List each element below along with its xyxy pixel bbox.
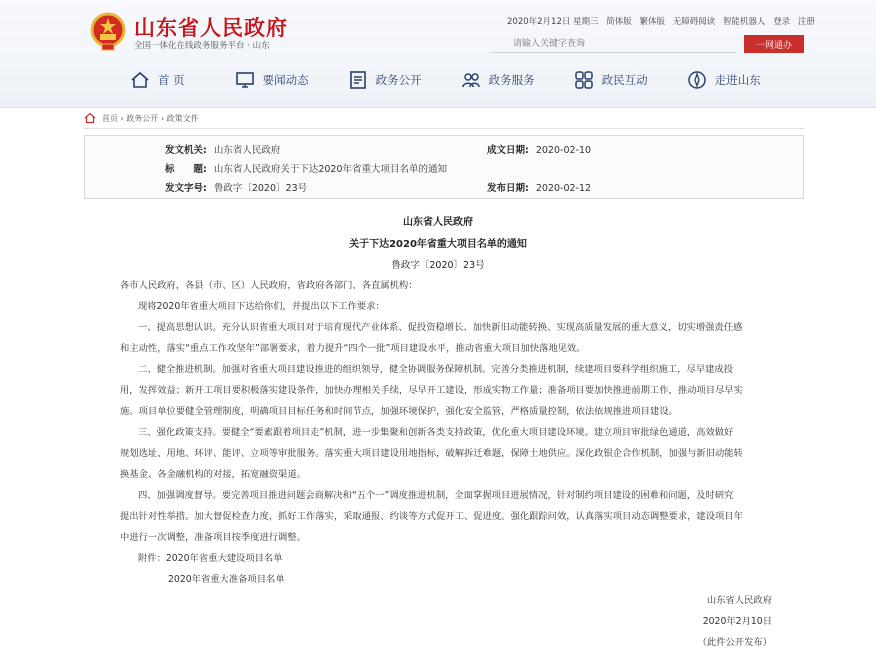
top-links (507, 15, 820, 27)
nav-item-home[interactable] (130, 70, 185, 90)
link-traditional[interactable]: 繁体版 (639, 17, 665, 27)
search-button[interactable]: 一网通办 (744, 35, 804, 53)
nav-label: 政民互动 (601, 73, 648, 87)
doc-number: 鲁政字〔2020〕23号 (391, 260, 485, 271)
nav-label: 首 页 (158, 73, 185, 87)
national-emblem-icon (90, 12, 126, 52)
meta-label: 标 题: (165, 164, 207, 175)
doc-paragraph: 一、提高思想认识。充分认识省重大项目对于培育现代产业体系、促投资稳增长、加快新旧动能转换、实现高质量发展的重大意义，切实增强责任感 (138, 322, 743, 333)
meta-docno (165, 180, 307, 194)
nav-label: 政务公开 (375, 73, 422, 87)
sign-date: 2020年2月10日 (702, 616, 772, 627)
nav-item-gov-service[interactable] (461, 70, 535, 90)
site-header (0, 0, 876, 108)
link-register[interactable]: 注册 (797, 17, 815, 27)
nav-item-news[interactable] (235, 70, 309, 90)
link-simplified[interactable]: 简体版 (606, 17, 632, 27)
doc-paragraph: 四、加强调度督导。要完善项目推进问题会商解决和“五个一”调度推进机制，全面掌握项目进展情况，针对制约项目建设的困难和问题，及时研究 (138, 490, 734, 501)
meta-title (165, 161, 447, 175)
document-list-icon (348, 70, 368, 90)
meta-label: 发文机关: (165, 145, 207, 156)
meta-value: 山东省人民政府 (213, 145, 281, 156)
meta-value: 山东省人民政府关于下达2020年省重大项目名单的通知 (213, 164, 448, 175)
link-accessibility[interactable]: 无障碍阅读 (672, 17, 716, 27)
nav-item-interaction[interactable] (574, 70, 648, 90)
nav-label: 要闻动态 (262, 73, 309, 87)
doc-paragraph: 施。项目单位要健全管理制度，明确项目目标任务和时间节点，加强环境保护，强化安全监管，严格质量控制，依法依规推进项目建设。 (120, 406, 678, 417)
attachment-2[interactable]: 2020年省重大准备项目名单 (168, 574, 285, 585)
doc-paragraph: 换基金、各金融机构的对接，拓宽融资渠道。 (120, 469, 306, 480)
meta-date-created (487, 142, 591, 156)
meta-label: 发布日期: (487, 183, 529, 194)
breadcrumb (84, 112, 199, 124)
meta-label: 成文日期: (487, 145, 529, 156)
meta-date-published (487, 180, 591, 194)
doc-org: 山东省人民政府 (403, 217, 473, 228)
meta-issuer (165, 142, 280, 156)
meta-value: 2020-02-10 (535, 145, 592, 156)
document-meta (84, 135, 804, 199)
sign-org: 山东省人民政府 (706, 595, 772, 606)
doc-paragraph: 规划选址、用地、环评、能评、立项等审批服务。落实重大项目建设用地指标，破解拆迁难题，保障土地供应。深化政银企合作机制，加强与新旧动能转 (120, 448, 743, 459)
home-icon (130, 70, 150, 90)
doc-paragraph: 中进行一次调整，准备项目按季度进行调整。 (120, 532, 306, 543)
meta-value: 2020-02-12 (535, 183, 592, 194)
doc-paragraph: 三、强化政策支持。要健全“要素跟着项目走”机制，进一步集聚和创新各类支持政策，优化重大项目建设环境。建立项目审批绿色通道，高效做好 (138, 427, 734, 438)
doc-paragraph: 和主动性，落实“重点工作攻坚年”部署要求，着力提升“四个一批”项目建设水平，推动省重大项目加快落地见效。 (120, 343, 586, 354)
grid-icon (574, 70, 594, 90)
nav-label: 走进山东 (714, 73, 761, 87)
sign-note: （此件公开发布） (697, 637, 772, 648)
main-nav (130, 66, 800, 94)
current-date: 2020年2月12日 星期三 (507, 17, 599, 27)
doc-title: 关于下达2020年省重大项目名单的通知 (349, 239, 527, 250)
meta-value: 鲁政字〔2020〕23号 (213, 183, 308, 194)
link-login[interactable]: 登录 (773, 17, 791, 27)
doc-paragraph: 提出针对性举措。加大督促检查力度，抓好工作落实，采取通报、约谈等方式促开工、促进度。强化跟踪问效，认真落实项目动态调整要求，建设项目年 (120, 511, 743, 522)
doc-paragraph: 二、健全推进机制。加强对省重大项目建设推进的组织领导，健全协调服务保障机制。完善分类推进机制，续建项目要科学组织施工，尽早建成投 (138, 364, 734, 375)
nav-label: 政务服务 (488, 73, 535, 87)
compass-icon (687, 70, 707, 90)
home-icon (84, 112, 96, 124)
meta-label: 发文字号: (165, 183, 207, 194)
site-subtitle: 全国一体化在线政务服务平台 · 山东 (134, 41, 270, 51)
link-robot[interactable]: 智能机器人 (722, 17, 766, 27)
people-icon (461, 70, 481, 90)
doc-paragraph: 各市人民政府，各县（市、区）人民政府，省政府各部门、各直属机构： (120, 280, 418, 291)
attachment-1[interactable]: 附件：2020年省重大建设项目名单 (138, 553, 283, 564)
divider (84, 128, 804, 129)
search-input[interactable] (491, 35, 736, 53)
nav-item-gov-open[interactable] (348, 70, 422, 90)
breadcrumb-text[interactable]: 首页 › 政务公开 › 政策文件 (102, 113, 199, 123)
doc-paragraph: 现将2020年省重大项目下达给你们，并提出以下工作要求： (138, 301, 385, 312)
site-title[interactable]: 山东省人民政府 (134, 16, 288, 40)
nav-item-shandong[interactable] (687, 70, 761, 90)
doc-paragraph: 用，发挥效益；新开工项目要积极落实建设条件，加快办理相关手续，尽早开工建设，形成实物工作量；准备项目要加快推进前期工作，推动项目尽早实 (120, 385, 743, 396)
monitor-icon (235, 70, 255, 90)
